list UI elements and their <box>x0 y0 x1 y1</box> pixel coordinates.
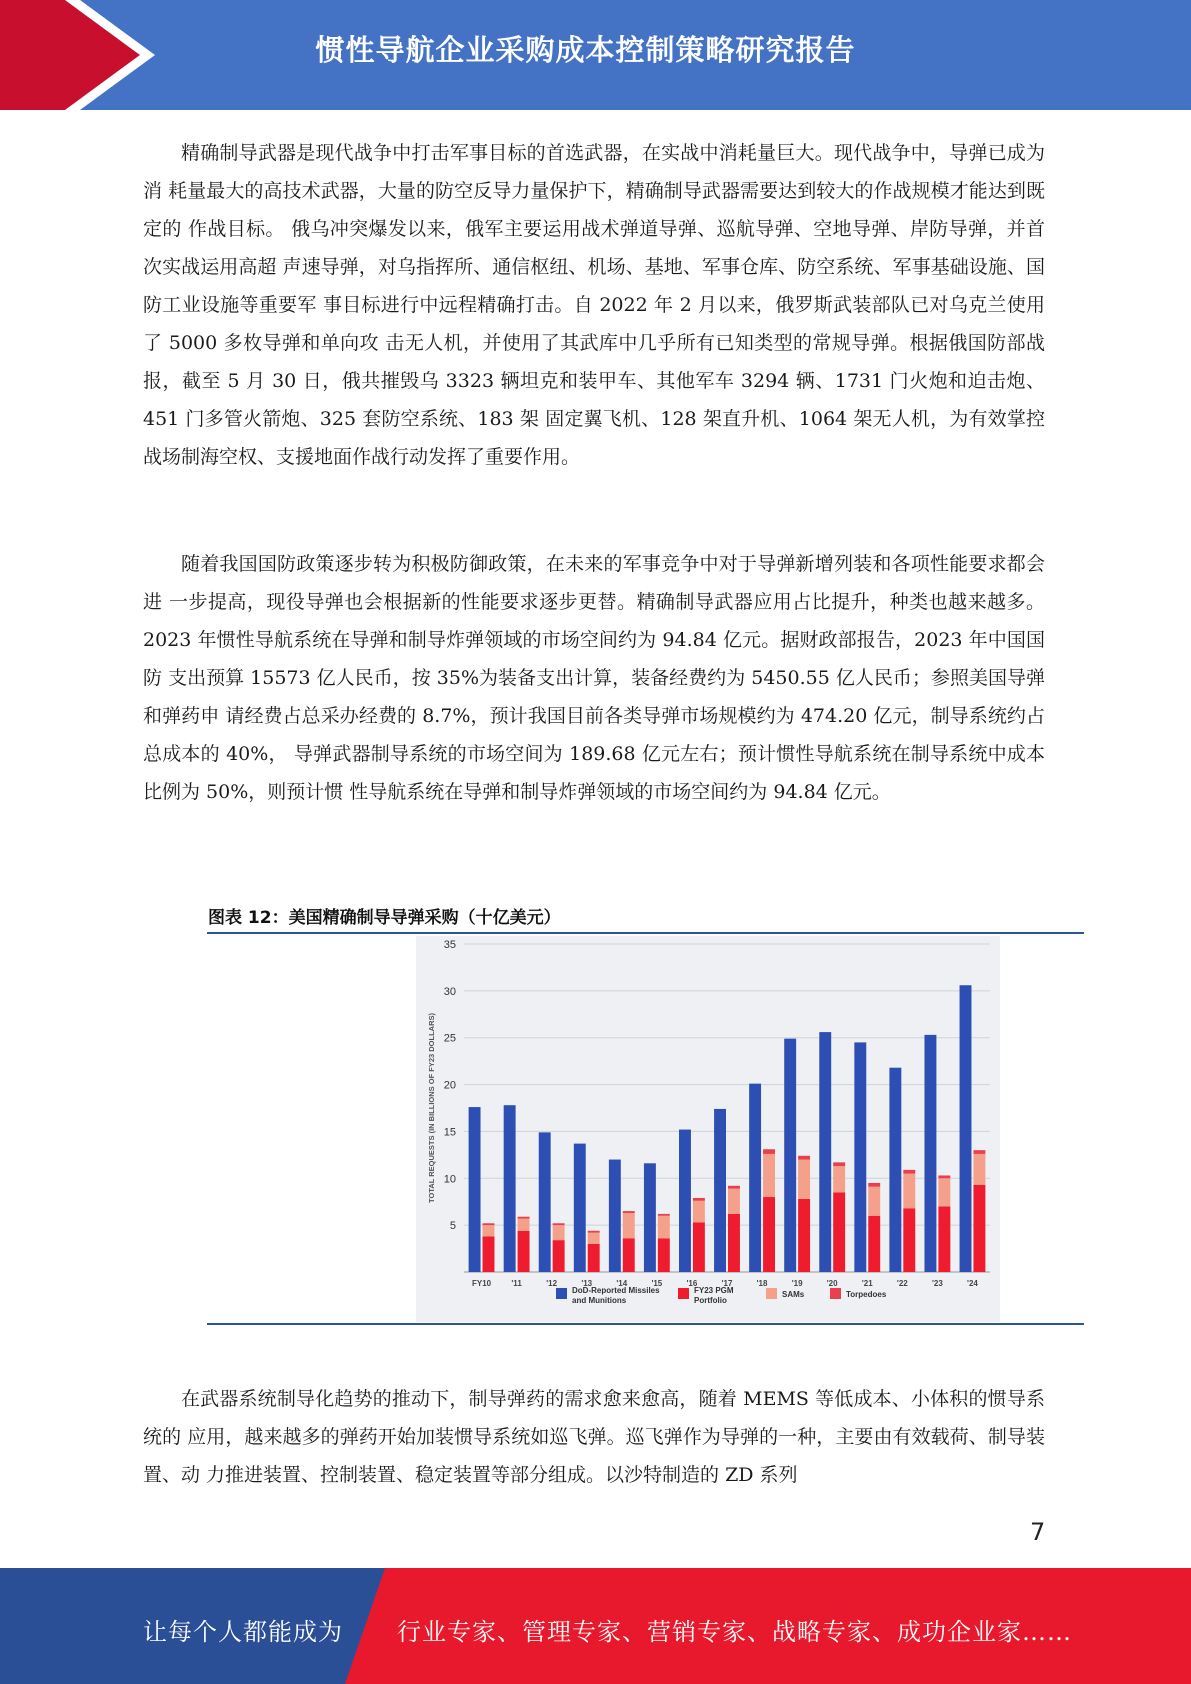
bar-dod-reported <box>889 1068 901 1272</box>
bar-fy23-pgm-portfolio <box>868 1216 880 1272</box>
header-arrow-decoration <box>0 0 160 110</box>
bar-fy23-pgm-portfolio <box>728 1214 740 1272</box>
x-tick-label: '20 <box>826 1279 838 1288</box>
bar-fy23-pgm-portfolio <box>903 1208 915 1272</box>
x-tick-label: '21 <box>861 1279 873 1288</box>
bar-sams <box>728 1189 740 1214</box>
bar-sams <box>763 1154 775 1197</box>
bar-fy23-pgm-portfolio <box>938 1206 950 1272</box>
x-tick-label: '17 <box>721 1279 733 1288</box>
y-tick-label: 30 <box>443 985 456 998</box>
bar-dod-reported <box>854 1042 866 1272</box>
bar-dod-reported <box>749 1084 761 1272</box>
x-tick-label: '23 <box>931 1279 943 1288</box>
bar-sams <box>518 1219 530 1231</box>
legend-label: Torpedoes <box>846 1290 887 1299</box>
page-header <box>0 0 1191 110</box>
bar-sams <box>903 1174 915 1209</box>
bar-torpedoes <box>623 1211 635 1213</box>
bar-fy23-pgm-portfolio <box>763 1197 775 1272</box>
y-tick-label: 35 <box>443 939 456 951</box>
bar-dod-reported <box>539 1132 551 1272</box>
bar-dod-reported <box>609 1160 621 1272</box>
x-tick-label: FY10 <box>471 1279 492 1288</box>
legend-swatch <box>678 1288 689 1299</box>
paragraph-guided-munitions: 在武器系统制导化趋势的推动下，制导弹药的需求愈来愈高，随着 MEMS 等低成本、小体积的惯导系统的 应用，越来越多的弹药开始加装惯导系统如巡飞弹。巡飞弹作为导弹的一种，主要由有效载荷、制导装置、动 力推进装置、控制装置、稳定装置等部分组成。以沙特制造的 ZD 系列 <box>143 1388 1045 1486</box>
legend-label: DoD-Reported Missiles and Munitions <box>572 1286 660 1305</box>
chart-container <box>416 936 1000 1322</box>
bar-sams <box>623 1213 635 1238</box>
bar-sams <box>938 1178 950 1206</box>
bar-chart <box>416 936 1000 1322</box>
page-number: 7 <box>1030 1518 1046 1546</box>
footer-slogan-right: 行业专家、管理专家、营销专家、战略专家、成功企业家…… <box>397 1618 1072 1646</box>
y-tick-label: 25 <box>443 1032 456 1045</box>
legend-label: SAMs <box>782 1290 805 1299</box>
bar-torpedoes <box>833 1162 845 1166</box>
bar-sams <box>973 1154 985 1185</box>
legend-swatch <box>556 1288 567 1299</box>
bar-dod-reported <box>574 1144 586 1272</box>
bar-sams <box>553 1225 565 1240</box>
bar-sams <box>588 1233 600 1244</box>
figure-top-rule <box>207 932 1084 934</box>
bar-sams <box>483 1225 495 1236</box>
legend-swatch <box>766 1288 777 1299</box>
bar-torpedoes <box>728 1186 740 1189</box>
bar-dod-reported <box>644 1163 656 1272</box>
x-tick-label: '22 <box>896 1279 908 1288</box>
page-footer <box>0 1568 1191 1684</box>
bar-fy23-pgm-portfolio <box>588 1244 600 1272</box>
bar-dod-reported <box>469 1107 481 1272</box>
bar-torpedoes <box>693 1198 705 1201</box>
paragraph-market-size: 随着我国国防政策逐步转为积极防御政策，在未来的军事竞争中对于导弹新增列装和各项性能要求都会进 一步提高，现役导弹也会根据新的性能要求逐步更替。精确制导武器应用占比提升，种类也越来越多。 2023 年惯性导航系统在导弹和制导炸弹领域的市场空间约为 94.84 亿元。据财政部报告，2023 年中国国防 支出预算 15573 亿人民币，按 35%为装备支出计算，装备经费约为 5450.55 亿人民币；参照美国导弹和弹药申 请经费占总采办经费的 8.7%，预计我国目前各类导弹市场规模约为 474.20 亿元，制导系统约占总成本的 40%， 导弹武器制导系统的市场空间为 189.68 亿元左右；预计惯性导航系统在制导系统中成本比例为 50%，则预计惯 性导航系统在导弹和制导炸弹领域的市场空间约为 94.84 亿元。 <box>143 553 1045 803</box>
bar-dod-reported <box>679 1130 691 1272</box>
footer-slogan-left: 让每个人都能成为 <box>143 1618 343 1646</box>
bar-torpedoes <box>518 1217 530 1219</box>
bar-fy23-pgm-portfolio <box>798 1199 810 1272</box>
bar-sams <box>658 1216 670 1238</box>
x-tick-label: '13 <box>581 1279 593 1288</box>
bar-sams <box>798 1160 810 1199</box>
figure-bottom-rule <box>207 1323 1084 1325</box>
y-tick-label: 5 <box>449 1220 456 1233</box>
bar-torpedoes <box>553 1223 565 1225</box>
bar-fy23-pgm-portfolio <box>483 1236 495 1272</box>
bar-fy23-pgm-portfolio <box>658 1238 670 1272</box>
bar-torpedoes <box>938 1175 950 1178</box>
bar-torpedoes <box>483 1223 495 1225</box>
bar-sams <box>833 1166 845 1192</box>
bar-torpedoes <box>903 1170 915 1174</box>
x-tick-label: '11 <box>511 1279 522 1288</box>
bar-fy23-pgm-portfolio <box>973 1185 985 1272</box>
report-title: 惯性导航企业采购成本控制策略研究报告 <box>315 33 856 67</box>
bar-fy23-pgm-portfolio <box>553 1240 565 1272</box>
bar-sams <box>868 1187 880 1216</box>
paragraph-precision-weapons: 精确制导武器是现代战争中打击军事目标的首选武器，在实战中消耗量巨大。现代战争中，导弹已成为消 耗量最大的高技术武器，大量的防空反导力量保护下，精确制导武器需要达到较大的作战规模才能达到既定的 作战目标。 俄乌冲突爆发以来，俄军主要运用战术弹道导弹、巡航导弹、空地导弹、岸防导弹，并首次实战运用高超 声速导弹，对乌指挥所、通信枢纽、机场、基地、军事仓库、防空系统、军事基础设施、国防工业设施等重要军 事目标进行中远程精确打击。自 2022 年 2 月以来，俄罗斯武装部队已对乌克兰使用了 5000 多枚导弹和单向攻 击无人机，并使用了其武库中几乎所有已知类型的常规导弹。根据俄国防部战报，截至 5 月 30 日，俄共摧毁乌 3323 辆坦克和装甲车、其他军车 3294 辆、1731 门火炮和迫击炮、451 门多管火箭炮、325 套防空系统、183 架 固定翼飞机、128 架直升机、1064 架无人机，为有效掌控战场制海空权、支援地面作战行动发挥了重要作用。 <box>143 142 1045 468</box>
y-tick-label: 15 <box>443 1126 456 1139</box>
x-tick-label: '15 <box>651 1279 663 1288</box>
x-tick-label: '16 <box>686 1279 698 1288</box>
bar-dod-reported <box>784 1039 796 1272</box>
legend-swatch <box>830 1288 841 1299</box>
bar-dod-reported <box>924 1035 936 1272</box>
bar-dod-reported <box>819 1032 831 1272</box>
bar-fy23-pgm-portfolio <box>623 1238 635 1272</box>
x-tick-label: '24 <box>967 1279 978 1288</box>
legend-label: FY23 PGM Portfolio <box>694 1286 734 1305</box>
y-axis-label: TOTAL REQUESTS (IN BILLIONS OF FY23 DOLLARS) <box>427 1012 436 1204</box>
bar-torpedoes <box>798 1156 810 1160</box>
bar-torpedoes <box>868 1183 880 1187</box>
x-tick-label: '14 <box>616 1279 628 1288</box>
bar-torpedoes <box>658 1214 670 1216</box>
y-tick-label: 10 <box>443 1173 456 1186</box>
x-tick-label: '12 <box>546 1279 558 1288</box>
bar-fy23-pgm-portfolio <box>518 1231 530 1272</box>
bar-torpedoes <box>588 1231 600 1233</box>
bar-torpedoes <box>973 1150 985 1154</box>
bar-dod-reported <box>960 985 972 1272</box>
bar-dod-reported <box>714 1109 726 1272</box>
y-tick-label: 20 <box>443 1079 456 1092</box>
bar-fy23-pgm-portfolio <box>833 1192 845 1272</box>
x-tick-label: '18 <box>756 1279 768 1288</box>
bar-dod-reported <box>504 1105 516 1272</box>
bar-sams <box>693 1201 705 1223</box>
x-tick-label: '19 <box>791 1279 803 1288</box>
bar-fy23-pgm-portfolio <box>693 1222 705 1272</box>
figure-title: 图表 12：美国精确制导导弹采购（十亿美元） <box>208 908 561 928</box>
bar-torpedoes <box>763 1149 775 1154</box>
